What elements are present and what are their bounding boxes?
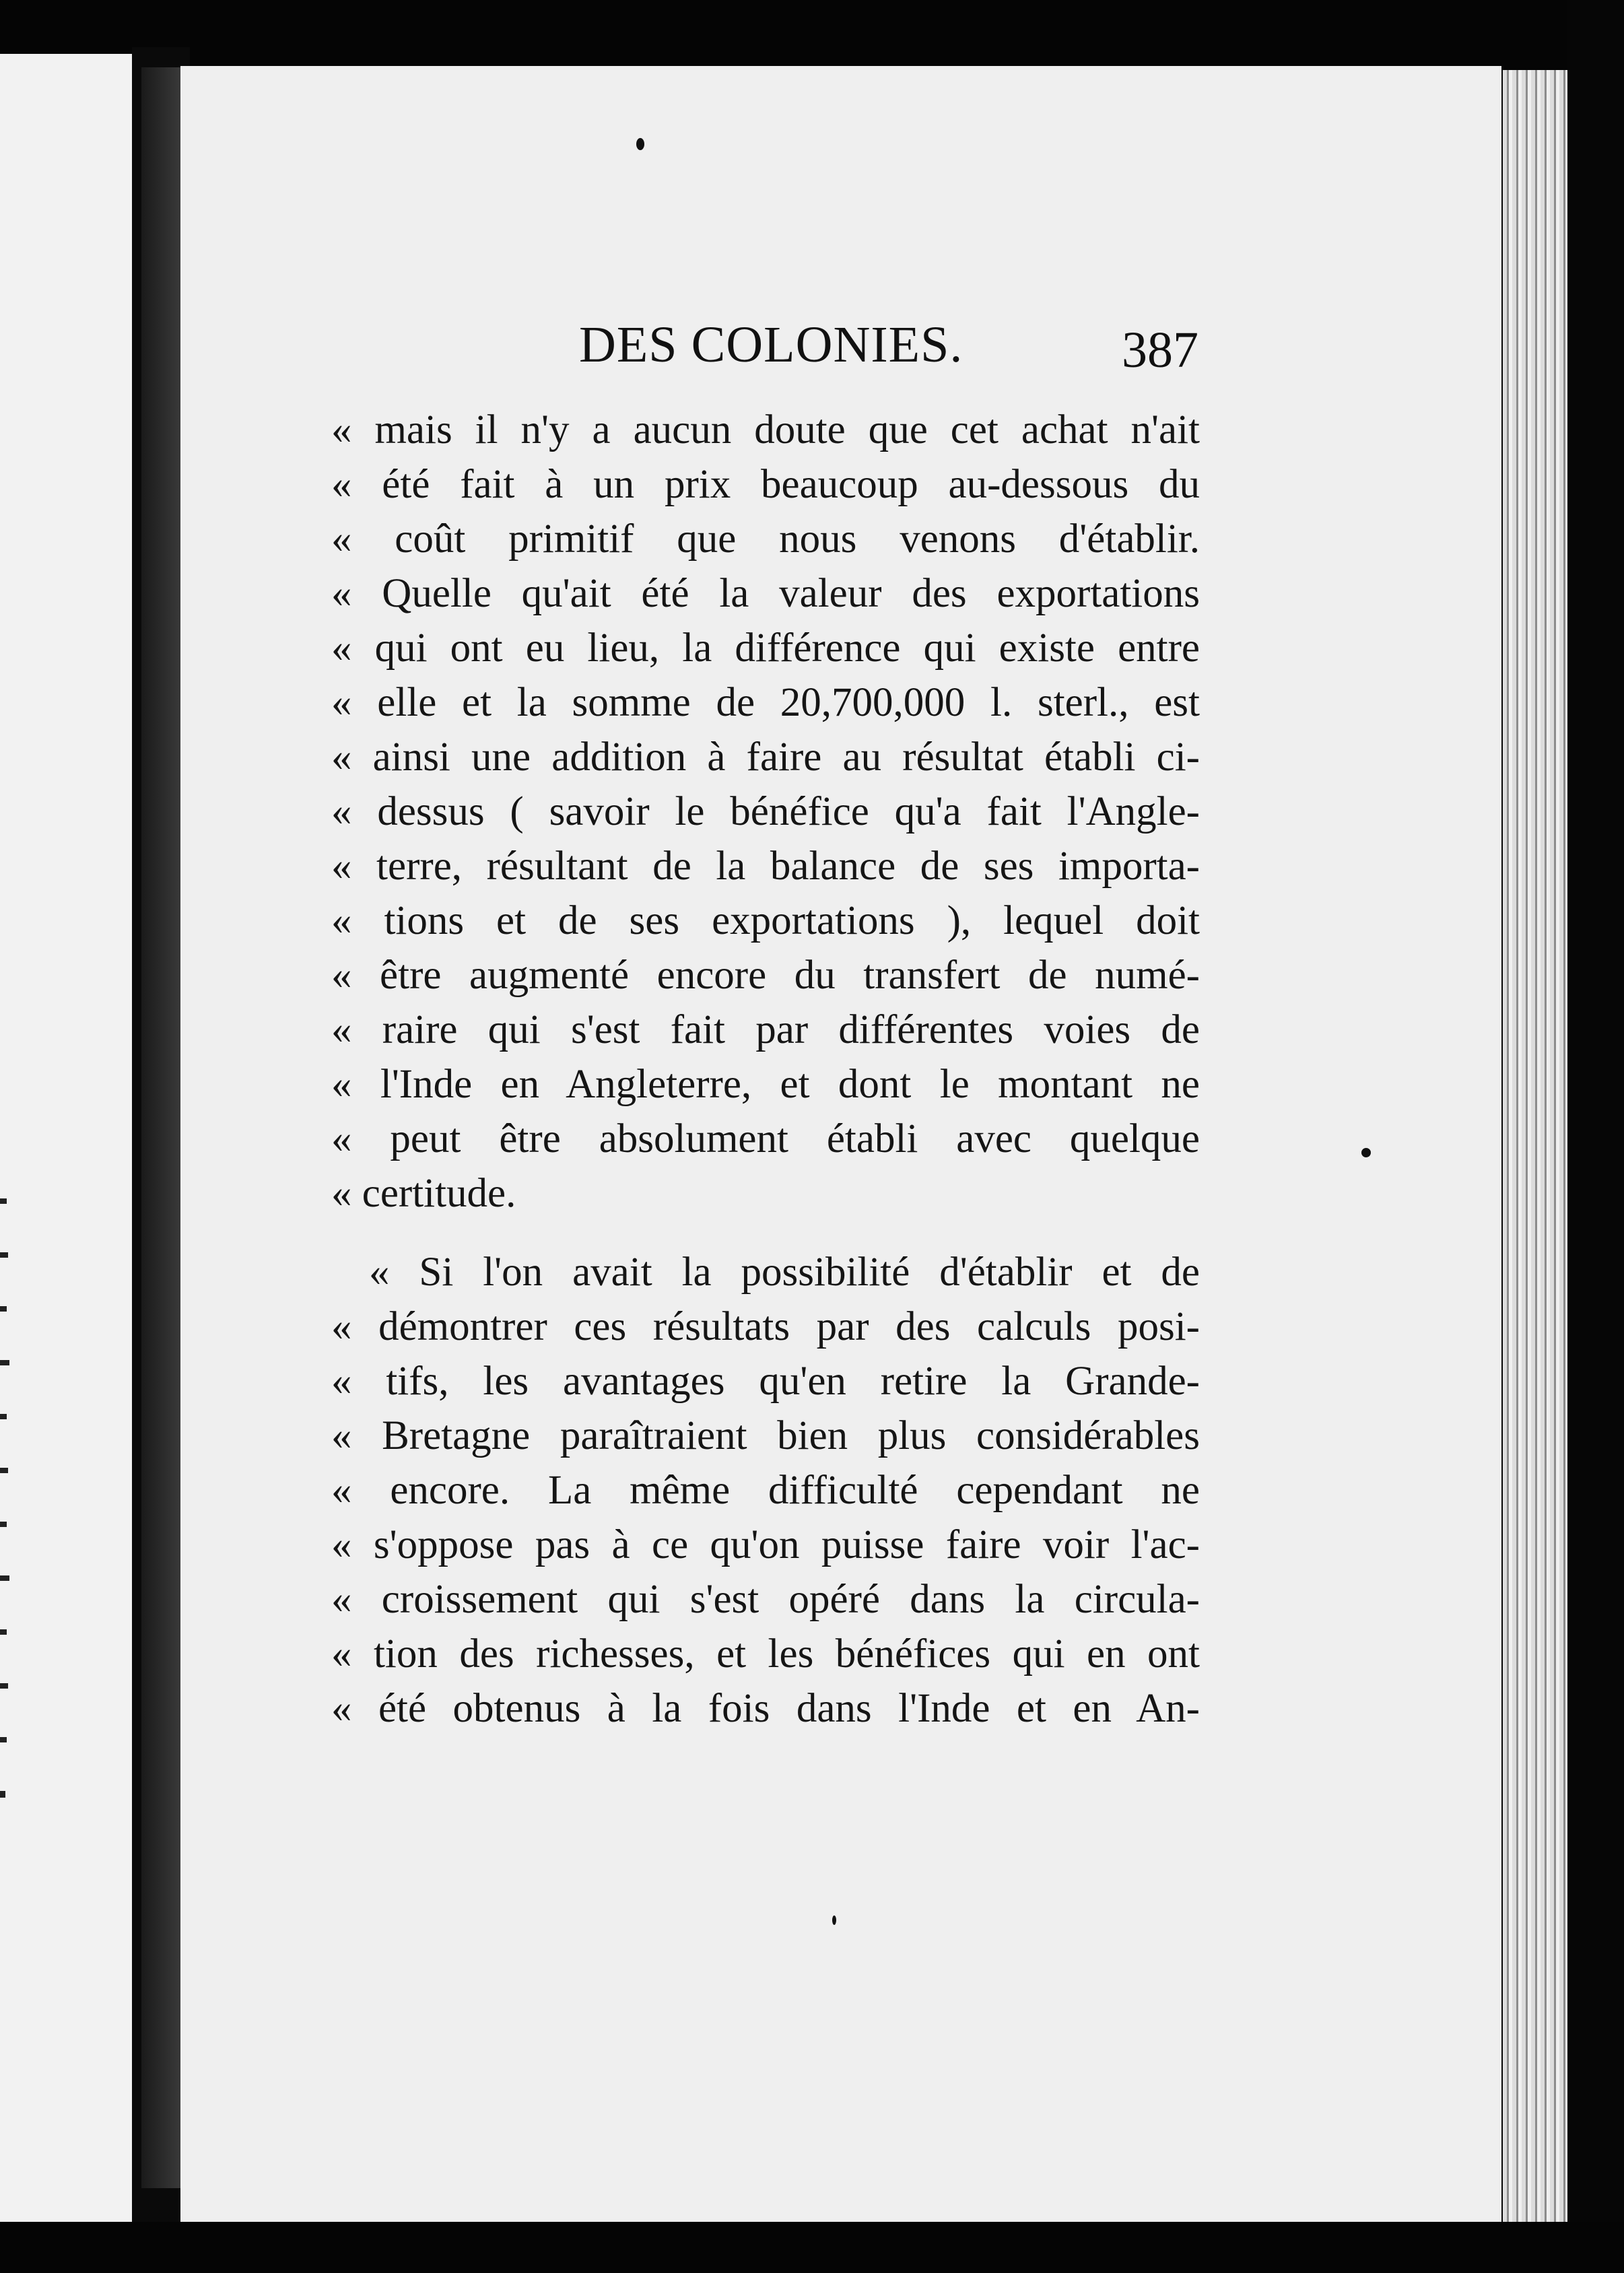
paragraph-break [331, 1221, 1200, 1245]
speck [636, 138, 644, 150]
text-line: « certitude. [331, 1171, 516, 1216]
text-line: « coût primitif que nous venons d'établir. [331, 516, 1200, 562]
text-line: « l'Inde en Angleterre, et dont le montant ne [331, 1062, 1200, 1107]
speck [1361, 1148, 1371, 1157]
speck [832, 1915, 836, 1925]
text-line: « tions et de ses exportations ), lequel doit [331, 898, 1200, 943]
text-line: « Si l'on avait la possibilité d'établir et de [369, 1250, 1200, 1295]
page-number: 387 [1122, 322, 1198, 378]
scan-border-bottom [0, 2222, 1624, 2273]
text-line: « croissement qui s'est opéré dans la circula- [331, 1577, 1200, 1622]
text-line: « elle et la somme de 20,700,000 l. sterl., est [331, 680, 1200, 725]
facing-page-text-fragments [0, 54, 132, 2229]
text-line: « terre, résultant de la balance de ses importa- [331, 844, 1200, 889]
text-line: « mais il n'y a aucun doute que cet achat n'ait [331, 407, 1200, 452]
text-line: « ainsi une addition à faire au résultat établi ci- [331, 735, 1200, 780]
text-line: « dessus ( savoir le bénéfice qu'a fait l'Angle- [331, 789, 1200, 834]
text-line: « tion des richesses, et les bénéfices qui en ont [331, 1631, 1200, 1676]
text-line: « démontrer ces résultats par des calculs posi- [331, 1304, 1200, 1349]
running-header [579, 306, 1198, 380]
text-line: « Quelle qu'ait été la valeur des exportations [331, 571, 1200, 616]
text-line: « peut être absolument établi avec quelque [331, 1116, 1200, 1161]
body-text [331, 403, 1200, 1736]
text-line: « qui ont eu lieu, la différence qui existe entre [331, 625, 1200, 671]
facing-page-edge [0, 54, 132, 2229]
text-line: « tifs, les avantages qu'en retire la Grande- [331, 1359, 1200, 1404]
text-line: « Bretagne paraîtraient bien plus considérables [331, 1413, 1200, 1458]
page-fold-shadow [141, 67, 182, 2188]
text-line: « été obtenus à la fois dans l'Inde et en An- [331, 1686, 1200, 1731]
text-line: « raire qui s'est fait par différentes voies de [331, 1007, 1200, 1052]
scan-border-right [1567, 0, 1624, 2273]
text-line: « être augmenté encore du transfert de numé- [331, 953, 1200, 998]
text-line: « été fait à un prix beaucoup au-dessous du [331, 462, 1200, 507]
scan-border-top [0, 0, 1624, 62]
text-line: « encore. La même difficulté cependant ne [331, 1468, 1200, 1513]
page-stack-edges [1503, 70, 1567, 2229]
running-title: DES COLONIES. [579, 316, 963, 373]
text-line: « s'oppose pas à ce qu'on puisse faire voir l'ac- [331, 1522, 1200, 1567]
